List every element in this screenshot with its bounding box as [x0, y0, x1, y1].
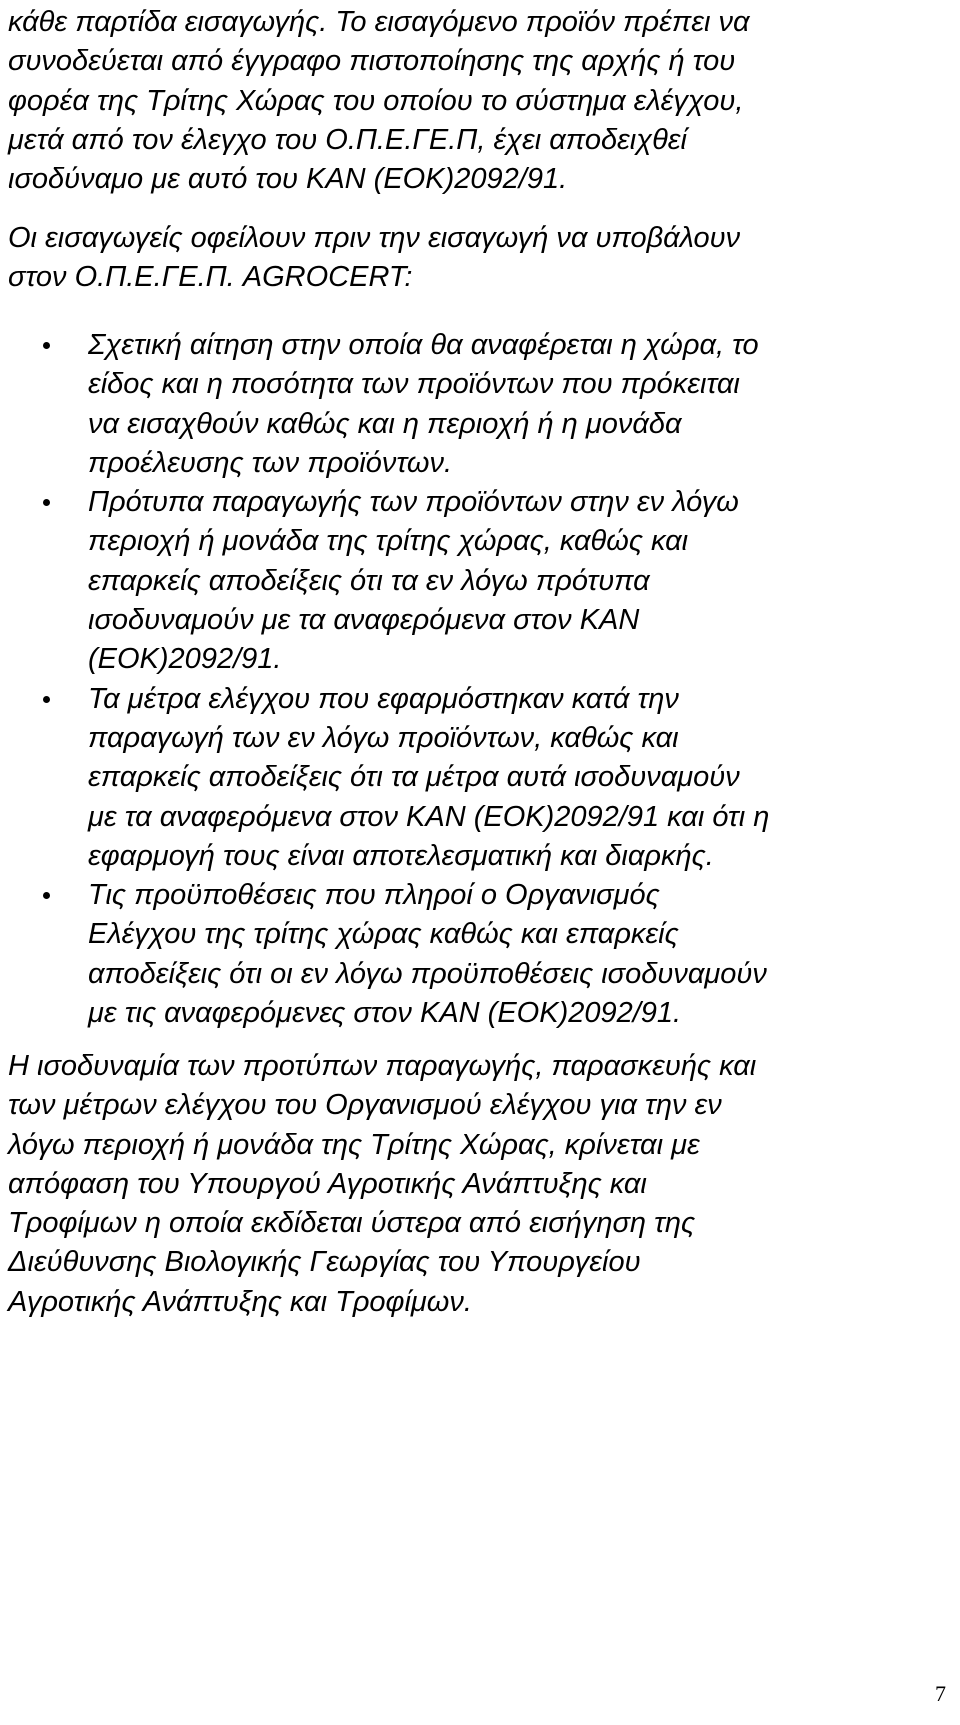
text-line: επαρκείς αποδείξεις ότι τα μέτρα αυτά ισοδυναμούν — [88, 761, 740, 794]
bullet-icon — [43, 892, 50, 899]
text-line: Η ισοδυναμία των προτύπων παραγωγής, παρασκευής και — [8, 1050, 757, 1082]
list-item — [0, 326, 960, 483]
text-line: παραγωγή των εν λόγω προϊόντων, καθώς και — [88, 721, 679, 754]
text-line: φορέα της Τρίτης Χώρας του οποίου το σύστημα ελέγχου, — [8, 84, 744, 117]
text-line: μετά από τον έλεγχο του Ο.Π.Ε.ΓΕ.Π, έχει αποδειχθεί — [8, 123, 687, 156]
text-line: Οι εισαγωγείς οφείλουν πριν την εισαγωγή να υποβάλουν — [8, 222, 741, 254]
text-line: κάθε παρτίδα εισαγωγής. Το εισαγόμενο προϊόν πρέπει να — [8, 6, 750, 38]
text-line: Σχετική αίτηση στην οποία θα αναφέρεται η χώρα, το — [88, 329, 759, 361]
text-line: απόφαση του Υπουργού Αγροτικής Ανάπτυξης και — [8, 1167, 647, 1200]
text-line: συνοδεύεται από έγγραφο πιστοποίησης της αρχής ή του — [8, 45, 736, 78]
text-line: να εισαχθούν καθώς και η περιοχή ή η μονάδα — [88, 407, 682, 440]
equivalence-paragraph — [8, 1047, 953, 1322]
obligation-paragraph — [8, 219, 953, 298]
text-line: Ελέγχου της τρίτης χώρας καθώς και επαρκείς — [88, 918, 679, 951]
text-line: Τις προϋποθέσεις που πληροί ο Οργανισμός — [88, 879, 660, 912]
list-item — [0, 876, 960, 1033]
requirements-list — [0, 326, 960, 1033]
text-line: Αγροτικής Ανάπτυξης και Τροφίμων. — [8, 1285, 472, 1318]
text-line: αποδείξεις ότι οι εν λόγω προϋποθέσεις ισοδυναμούν — [88, 957, 767, 990]
text-line: Τα μέτρα ελέγχου που εφαρμόστηκαν κατά την — [88, 682, 679, 715]
text-line: προέλευσης των προϊόντων. — [88, 446, 453, 479]
bullet-icon — [43, 342, 50, 349]
text-line: περιοχή ή μονάδα της τρίτης χώρας, καθώς και — [88, 525, 689, 558]
page-number: 7 — [935, 1681, 946, 1706]
text-line: στον Ο.Π.Ε.ΓΕ.Π. AGROCERT: — [8, 261, 413, 294]
text-line: των μέτρων ελέγχου του Οργανισμού ελέγχου για την εν — [8, 1089, 722, 1122]
list-item — [0, 483, 960, 679]
text-line: Τροφίμων η οποία εκδίδεται ύστερα από εισήγηση της — [8, 1207, 696, 1240]
intro-paragraph — [8, 3, 953, 199]
text-line: είδος και η ποσότητα των προϊόντων που πρόκειται — [88, 368, 740, 401]
text-line: ισοδυναμούν με τα αναφερόμενα στον ΚΑΝ — [88, 604, 640, 637]
bullet-icon — [43, 696, 50, 703]
text-line: ισοδύναμο με αυτό του ΚΑΝ (ΕΟΚ)2092/91. — [8, 163, 568, 196]
text-line: με τα αναφερόμενα στον ΚΑΝ (ΕΟΚ)2092/91 και ότι η — [88, 800, 770, 833]
list-item — [0, 680, 960, 876]
text-line: εφαρμογή τους είναι αποτελεσματική και διαρκής. — [88, 839, 714, 872]
text-line: λόγω περιοχή ή μονάδα της Τρίτης Χώρας, κρίνεται με — [8, 1128, 700, 1161]
text-line: Πρότυπα παραγωγής των προϊόντων στην εν λόγω — [88, 486, 739, 519]
text-line: επαρκείς αποδείξεις ότι τα εν λόγω πρότυπα — [88, 564, 650, 597]
text-line: (ΕΟΚ)2092/91. — [88, 643, 282, 676]
bullet-icon — [43, 499, 50, 506]
text-line: με τις αναφερόμενες στον ΚΑΝ (ΕΟΚ)2092/91. — [88, 997, 682, 1030]
text-line: Διεύθυνσης Βιολογικής Γεωργίας του Υπουργείου — [8, 1246, 641, 1279]
